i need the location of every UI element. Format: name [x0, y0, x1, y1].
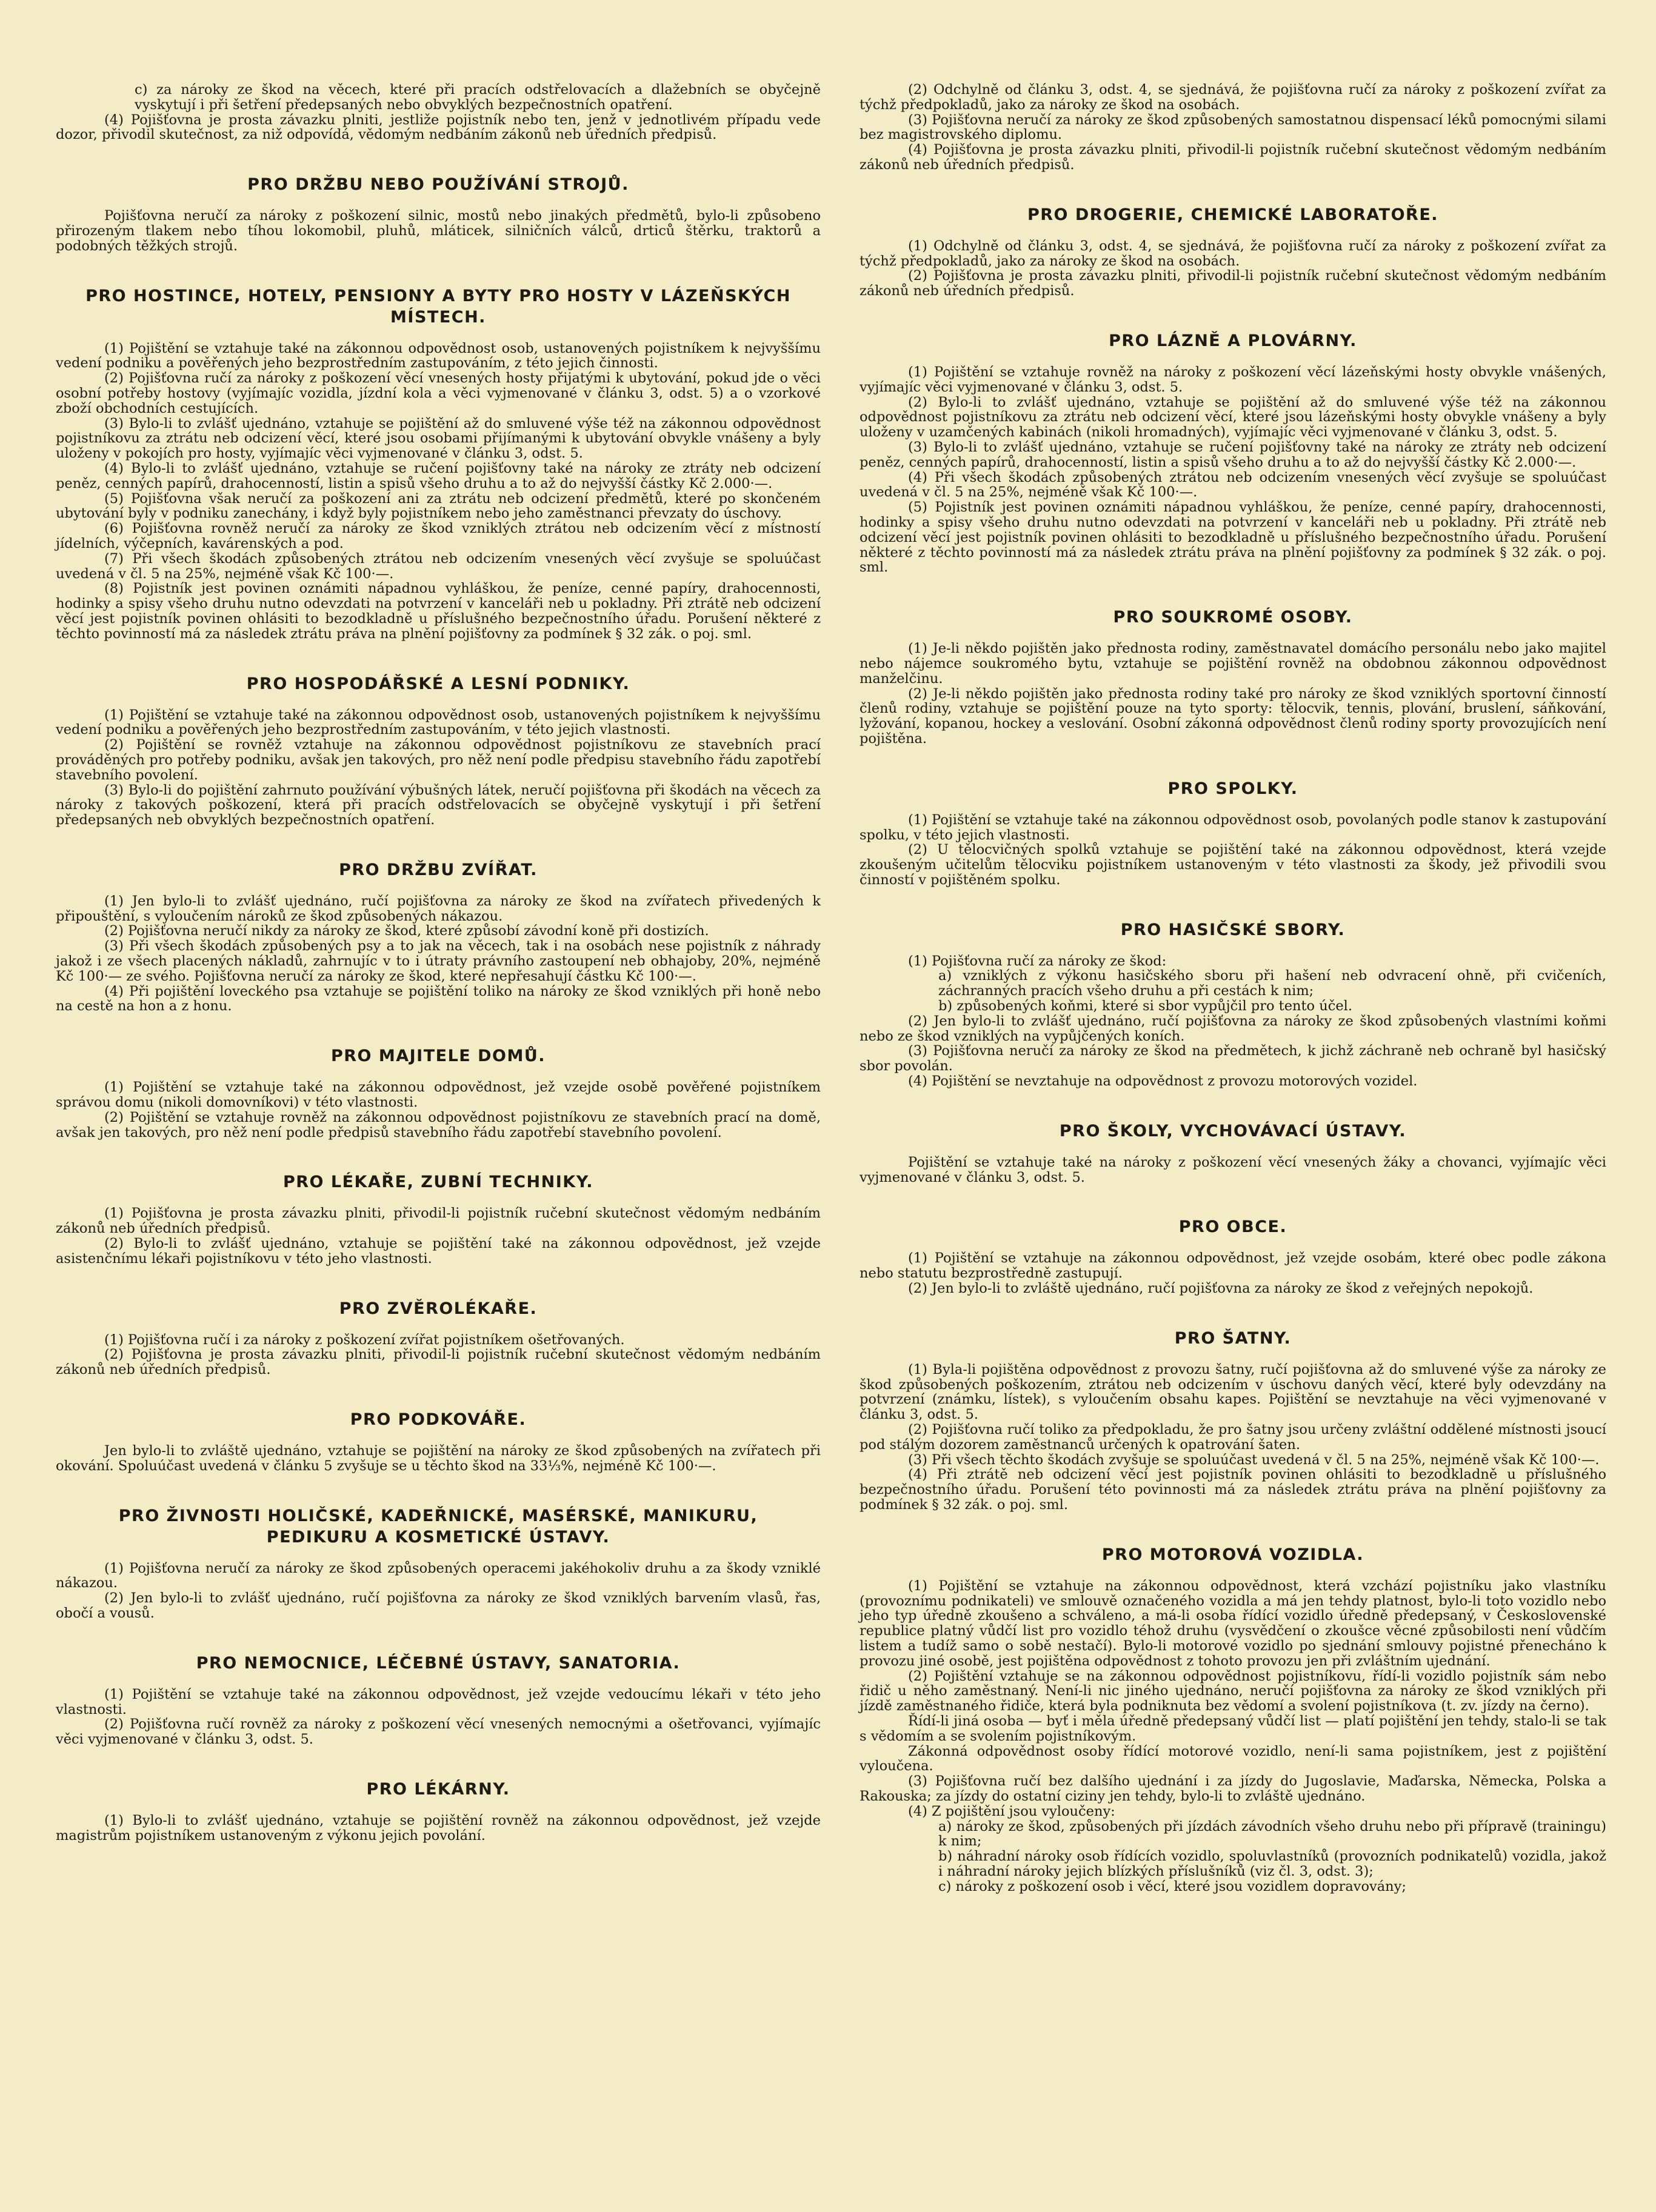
section-pro-skoly-vychovavaci-ustavy	[860, 1121, 1606, 1185]
paragraph: (2) Odchylně od článku 3, odst. 4, se sjednává, že pojišťovna ručí za nároky z poškození zvířat za týchž předpokladů, jako za nároky ze škod na osobách.	[860, 82, 1606, 113]
paragraph: a) nároky ze škod, způsobených při jízdách závodních všeho druhu nebo při přípravě (trainingu) k nim;	[938, 1818, 1606, 1850]
paragraph: Jen bylo-li to zvláště ujednáno, vztahuje se pojištění na nároky ze škod způsobených na zvířatech při okování. Spoluúčast uvedená v článku 5 zvyšuje se u těchto škod na 33⅓%, nejméně Kč 100·—.	[56, 1443, 821, 1474]
section-heading: PRO MAJITELE DOMŮ.	[330, 1047, 546, 1066]
paragraph: (6) Pojišťovna rovněž neručí za nároky ze škod vzniklých ztrátou neb odcizením věcí z místností jídelních, výčepních, kavárenských a pod.	[56, 521, 821, 551]
paragraph: (2) U tělocvičných spolků vztahuje se pojištění také na zákonnou odpovědnost, která vzejde zkoušeným učitelům tělocviku pojistníkem ustanoveným v této vlastnosti za škody, jež přivodili svou činností v pojištěném spolku.	[860, 842, 1606, 888]
section-heading: PRO LÉKÁRNY.	[366, 1780, 510, 1799]
paragraph: (4) Pojišťovna je prosta závazku plniti, jestliže pojistník nebo ten, jenž v jednotlivém případu vede dozor, přivodil skutečnost, za niž odpovídá, vědomým nedbáním zákonů neb úředních předpisů.	[56, 112, 821, 143]
paragraph: (1) Jen bylo-li to zvlášť ujednáno, ručí pojišťovna za nároky ze škod na zvířatech přivedených k připouštění, s vyloučením nároků ze škod způsobených nákazou.	[56, 893, 821, 924]
paragraph: Řídí-li jiná osoba — byť i měla úředně předepsaný vůdčí list — platí pojištění jen tehdy, stalo-li se tak s vědomím a se svolením pojistníkovým.	[860, 1713, 1606, 1744]
paragraph: (2) Jen bylo-li to zvláště ujednáno, ručí pojišťovna za nároky ze škod z veřejných nepokojů.	[908, 1281, 1534, 1297]
section-pro-nemocnice-lecebne-ustavy-sanatoria	[56, 1653, 821, 1747]
paragraph: (2) Bylo-li to zvlášť ujednáno, vztahuje se pojištění také na zákonnou odpovědnost, jež vzejde asistenčnímu lékaři pojistníkovu v této jeho vlastnosti.	[56, 1236, 821, 1267]
paragraph: (3) Bylo-li do pojištění zahrnuto používání výbušných látek, neručí pojišťovna při škodách na věcech za nároky z takových poškození, která při pracích odstřelovacích se obyčejně vyskytují i při šetření předepsaných neb obvyklých bezpečnostních opatření.	[56, 782, 821, 828]
paragraph: (2) Jen bylo-li to zvlášť ujednáno, ručí pojišťovna za nároky ze škod vzniklých barvením vlasů, řas, obočí a vousů.	[56, 1590, 821, 1622]
section-pro-satny	[860, 1328, 1606, 1513]
paragraph: (1) Pojištění se vztahuje také na zákonnou odpovědnost osob, ustanovených pojistníkem k nejvyššímu vedení podniku a pověřených jeho bezprostředním zastupováním, v této jejich vlastnosti.	[56, 707, 821, 738]
section-pro-lekare-zubni-techniky	[56, 1171, 821, 1266]
section-heading: PRO MOTOROVÁ VOZIDLA.	[1101, 1545, 1364, 1564]
paragraph: (2) Jen bylo-li to zvlášť ujednáno, ručí pojišťovna za nároky ze škod způsobených vlastními koňmi nebo ze škod vzniklých na vypůjčených koních.	[860, 1013, 1606, 1044]
section-heading: PRO SPOLKY.	[1167, 779, 1298, 798]
paragraph: (3) Bylo-li to zvlášť ujednáno, vztahuje se ručení pojišťovny také na nároky ze ztráty neb odcizení peněz, cenných papírů, drahocenností, listin a spisů všeho druhu a to až do nejvyšší částky Kč 2.000·—.	[860, 439, 1606, 470]
section-pro-lekarny	[56, 1779, 821, 1844]
section-heading: PRO ŠKOLY, VYCHOVÁVACÍ ÚSTAVY.	[1059, 1121, 1407, 1141]
right-column	[860, 82, 1606, 1894]
paragraph: (1) Pojištění se vztahuje na zákonnou odpovědnost, jež vzejde osobám, které obec podle zákona nebo statutu bezprostředně zastupují.	[860, 1250, 1606, 1282]
paragraph: (4) Z pojištění jsou vyloučeny:	[908, 1803, 1115, 1819]
paragraph: (1) Bylo-li to zvlášť ujednáno, vztahuje se pojištění rovněž na zákonnou odpovědnost, jež vzejde magistrům pojistníkem ustanoveným z výkonu jejich povolání.	[56, 1813, 821, 1844]
section-heading: PRO ZVĚROLÉKAŘE.	[339, 1299, 538, 1318]
section-heading: PRO SOUKROMÉ OSOBY.	[1113, 608, 1353, 627]
paragraph: (2) Pojišťovna ručí rovněž za nároky z poškození věcí vnesených nemocnými a ošetřovanci, vyjímajíc věci vyjmenované v článku 3, odst. 5.	[56, 1716, 821, 1748]
section-pro-hostince-hotely-pensiony-a-byty-pro-	[56, 285, 821, 642]
section-heading: PRO HOSTINCE, HOTELY, PENSIONY A BYTY PRO HOSTY V LÁZEŇSKÝCH MÍSTECH.	[85, 286, 791, 327]
section-heading: PRO HOSPODÁŘSKÉ A LESNÍ PODNIKY.	[246, 674, 630, 693]
section-pro-drzbu-nebo-pouzivani-stroju	[56, 174, 821, 253]
paragraph: a) vzniklých z výkonu hasičského sboru při hašení neb odvracení ohně, při cvičeních, záchranných pracích všeho druhu a při cestách k nim;	[938, 968, 1606, 999]
paragraph: (2) Bylo-li to zvlášť ujednáno, vztahuje se pojištění až do smluvené výše též na zákonnou odpovědnost pojistníkovu za ztrátu neb odcizení věcí, které jsou lázeňskými hosty obvykle vnášeny a byly uloženy v uzamčených kabinách (nikoli hromadných), vyjímajíc věci vyjmenované v článku 3, odst. 5.	[860, 394, 1606, 441]
paragraph: (1) Pojišťovna je prosta závazku plniti, přivodil-li pojistník ručební skutečnost vědomým nedbáním zákonů neb úředních předpisů.	[56, 1205, 821, 1237]
paragraph: (2) Pojištění vztahuje se na zákonnou odpovědnost pojistníkovu, řídí-li vozidlo pojistník sám nebo řidič u něho zaměstnaný. Není-li nic jiného ujednáno, neručí pojišťovna za nároky ze škod vzniklých při jízdě zaměstnaného řidiče, která byla podniknuta bez vědomí a svolení pojistníkova (t. zv. jízdy na černo).	[860, 1668, 1606, 1714]
paragraph: (3) Pojišťovna neručí za nároky ze škod na předmětech, k jichž záchraně neb ochraně byl hasičský sbor povolán.	[860, 1043, 1606, 1074]
left-column	[56, 82, 821, 1844]
section-pro-drogerie-chemicke-laboratore	[860, 204, 1606, 299]
section-heading: PRO PODKOVÁŘE.	[350, 1410, 527, 1430]
paragraph: (1) Je-li někdo pojištěn jako přednosta rodiny, zaměstnavatel domácího personálu nebo jako majitel nebo nájemce soukromého bytu, vztahuje se pojištění rovněž na obdobnou zákonnou odpovědnost manželčinu.	[860, 641, 1606, 687]
paragraph: (2) Pojišťovna ručí za nároky z poškození věcí vnesených hosty přijatými k ubytování, pokud jde o věci osobní potřeby hostovy (vyjímajíc vozidla, jízdní kola a věci vyjmenované v článku 3, odst. 5) a o vzorkové zboží obchodních cestujících.	[56, 370, 821, 416]
paragraph: (4) Bylo-li to zvlášť ujednáno, vztahuje se ručení pojišťovny také na nároky ze ztráty neb odcizení peněz, cenných papírů, drahocenností, listin a spisů všeho druhu a to až do nejvyšší částky Kč 2.000·—.	[56, 460, 821, 491]
section-pro-motorova-vozidla	[860, 1544, 1606, 1894]
section-pro-zivnosti-holicske-kadernicke-masersk	[56, 1505, 821, 1621]
paragraph: (2) Pojišťovna je prosta závazku plniti, přivodil-li pojistník ručební skutečnost vědomým nedbáním zákonů neb úředních předpisů.	[56, 1347, 821, 1378]
paragraph: (1) Byla-li pojištěna odpovědnost z provozu šatny, ručí pojišťovna až do smluvené výše za nároky ze škod způsobených poškozením, ztrátou neb odcizením v úschovu daných věcí, které byly odevzdány na potvrzení (známku, lístek), s vyloučením obsahu kapes. Pojištění se nevztahuje na věci vyjmenované v článku 3, odst. 5.	[860, 1361, 1606, 1423]
section-heading: PRO LÁZNĚ A PLOVÁRNY.	[1109, 331, 1357, 350]
paragraph: (4) Při všech škodách způsobených ztrátou neb odcizením vnesených věcí zvyšuje se spoluúčast uvedená v čl. 5 na 25%, nejméně však Kč 100·—.	[860, 469, 1606, 501]
section-heading: PRO DRŽBU ZVÍŘAT.	[339, 860, 538, 879]
paragraph: (1) Pojištění se vztahuje rovněž na nároky z poškození věcí lázeňskými hosty obvykle vnášených, vyjímajíc věci vyjmenované v článku 3, odst. 5.	[860, 364, 1606, 395]
paragraph: (2) Pojišťovna je prosta závazku plniti, přivodil-li pojistník ručební skutečnost vědomým nedbáním zákonů neb úředních předpisů.	[860, 268, 1606, 299]
paragraph: (2) Pojišťovna neručí nikdy za nároky ze škod, které způsobí závodní koně při dostizích.	[104, 923, 709, 939]
section-heading: PRO ŠATNY.	[1174, 1328, 1292, 1348]
paragraph: (3) Při všech škodách způsobených psy a to jak na věcech, tak i na osobách nese pojistník z náhrady jakož i ze všech placených nákladů, zahrnujíc v to i útraty právního zastoupení neb obhajoby, 20%, nejméně Kč 100·— ze svého. Pojišťovna neručí za nároky ze škod, které nepřesahují částku Kč 100·—.	[56, 938, 821, 984]
section-pro-majitele-domu	[56, 1045, 821, 1140]
paragraph: (3) Pojišťovna ručí bez dalšího ujednání i za jízdy do Jugoslavie, Maďarska, Německa, Polska a Rakouska; za jízdy do ostatní ciziny jen tehdy, bylo-li to zvláště ujednáno.	[860, 1773, 1606, 1804]
paragraph: (1) Pojišťovna ručí i za nároky z poškození zvířat pojistníkem ošetřovaných.	[104, 1331, 625, 1348]
paragraph: Pojišťovna neručí za nároky z poškození silnic, mostů nebo jinakých předmětů, bylo-li způsobeno přirozeným tlakem nebo tíhou lokomobil, pluhů, mláticek, silničních válců, drticů štěrku, traktorů a podobných těžkých strojů.	[56, 208, 821, 254]
paragraph: (4) Při pojištění loveckého psa vztahuje se pojištění toliko na nároky ze škod vzniklých při honě nebo na cestě na hon a z honu.	[56, 983, 821, 1014]
paragraph: (2) Pojištění se vztahuje rovněž na zákonnou odpovědnost pojistníkovu ze stavebních prací na domě, avšak jen takových, pro něž není podle předpisů stavebního řádu zapotřebí stavebního povolení.	[56, 1109, 821, 1141]
section-pro-spolky	[860, 778, 1606, 888]
section-pro-obce	[860, 1216, 1606, 1296]
paragraph: c) za nároky ze škod na věcech, které při pracích odstřelovacích a dlažebních se obyčejně vyskytují i při šetření předepsaných nebo obvyklých bezpečnostních opatření.	[135, 82, 821, 113]
section-pro-hospodarske-a-lesni-podniky	[56, 673, 821, 828]
paragraph: (3) Při všech těchto škodách zvyšuje se spoluúčast uvedená v čl. 5 na 25%, nejméně však Kč 100·—.	[908, 1451, 1600, 1468]
paragraph: (1) Odchylně od článku 3, odst. 4, se sjednává, že pojišťovna ručí za nároky z poškození zvířat za týchž předpokladů, jako za nároky ze škod na osobách.	[860, 238, 1606, 269]
paragraph: b) náhradní nároky osob řídících vozidlo, spoluvlastníků (provozních podnikatelů) vozidla, jakož i náhradní nároky jejich blízkých příslušníků (viz čl. 3, odst. 3);	[938, 1848, 1606, 1879]
section-heading: PRO DROGERIE, CHEMICKÉ LABORATOŘE.	[1027, 205, 1439, 224]
paragraph: (1) Pojištění se vztahuje také na zákonnou odpovědnost, jež vzejde osobě pověřené pojistníkem správou domu (nikoli domovníkovi) v této vlastnosti.	[56, 1079, 821, 1111]
paragraph: (1) Pojištění se vztahuje také na zákonnou odpovědnost osob, ustanovených pojistníkem k nejvyššímu vedení podniku a pověřených jeho bezprostředním zastupováním, z této jejich činnosti.	[56, 340, 821, 371]
paragraph: (1) Pojišťovna neručí za nároky ze škod způsobených operacemi jakéhokoliv druhu a za škody vzniklé nákazou.	[56, 1560, 821, 1591]
paragraph: (3) Pojišťovna neručí za nároky ze škod způsobených samostatnou dispensací léků pomocnými silami bez magistrovského diplomu.	[860, 112, 1606, 143]
section-heading: PRO LÉKAŘE, ZUBNÍ TECHNIKY.	[282, 1173, 594, 1192]
paragraph: (5) Pojistník jest povinen oznámiti nápadnou vyhláškou, že peníze, cenné papíry, drahocennosti, hodinky a spisy všeho druhu nutno odevzdati na potvrzení v kanceláři neb u pokladny. Při ztrátě neb odcizení věcí jest pojistník povinen ohlásiti to bezodkladně u příslušného bezpečnostního úřadu. Porušení některé z těchto povinností má za následek ztrátu práva na plnění pojišťovny za podmínek § 32 zák. o poj. sml.	[860, 499, 1606, 576]
section-pro-lazne-a-plovarny	[860, 330, 1606, 575]
section-heading: PRO NEMOCNICE, LÉČEBNÉ ÚSTAVY, SANATORIA.	[196, 1653, 681, 1673]
paragraph: (4) Pojištění se nevztahuje na odpovědnost z provozu motorových vozidel.	[908, 1073, 1418, 1090]
paragraph: (2) Pojišťovna ručí toliko za předpokladu, že pro šatny jsou určeny zvláštní oddělené místnosti jsoucí pod stálým dozorem zaměstnanců určených k opatrování šaten.	[860, 1422, 1606, 1453]
paragraph: Zákonná odpovědnost osoby řídící motorové vozidlo, není-li sama pojistníkem, jest z pojištění vyloučena.	[860, 1743, 1606, 1774]
section-pro-podkovare	[56, 1409, 821, 1474]
paragraph: (7) Při všech škodách způsobených ztrátou neb odcizením vnesených věcí zvyšuje se spoluúčast uvedená v čl. 5 na 25%, nejméně však Kč 100·—.	[56, 550, 821, 582]
paragraph: b) způsobených koňmi, které si sbor vypůjčil pro tento účel.	[938, 998, 1352, 1014]
paragraph: (4) Při ztrátě neb odcizení věcí jest pojistník povinen ohlásiti to bezodkladně u příslušného bezpečnostního úřadu. Porušení této povinnosti má za následek ztrátu práva na plnění pojišťovny za podmínek § 32 zák. o poj. sml.	[860, 1467, 1606, 1513]
paragraph: (2) Je-li někdo pojištěn jako přednosta rodiny také pro nároky ze škod vzniklých sportovní činností členů rodiny, vztahuje se pojištění pouze na tyto sporty: tělocvik, tennis, plování, bruslení, sáňkování, lyžování, kopanou, hockey a veslování. Osobní zákonná odpovědnost členů rodiny sporty provozujících není pojištěna.	[860, 685, 1606, 747]
section-heading: PRO OBCE.	[1178, 1218, 1287, 1237]
paragraph: (2) Pojištění se rovněž vztahuje na zákonnou odpovědnost pojistníkovu ze stavebních prací prováděných pro potřeby podniku, avšak jen takových, pro něž není podle předpisu stavebního řádu zapotřebí stavebního povolení.	[56, 737, 821, 783]
paragraph: c) nároky z poškození osob i věcí, které jsou vozidlem dopravovány;	[938, 1878, 1406, 1894]
section-pro-drzbu-zvirat	[56, 859, 821, 1014]
section-heading: PRO HASIČSKÉ SBORY.	[1120, 920, 1346, 939]
section-pro-soukrome-osoby	[860, 607, 1606, 747]
paragraph: (3) Bylo-li to zvlášť ujednáno, vztahuje se pojištění až do smluvené výše též na zákonnou odpovědnost pojistníkovu za ztrátu neb odcizení věcí, které jsou osobami přijímanými k ubytování obvykle vnášeny a byly uloženy v pokojích pro hosty, vyjímajíc věci vyjmenované v článku 3, odst. 5.	[56, 415, 821, 462]
section-pro-hasicske-sbory	[860, 919, 1606, 1089]
paragraph: Pojištění se vztahuje také na nároky z poškození věcí vnesených žáky a chovanci, vyjímajíc věci vyjmenované v článku 3, odst. 5.	[860, 1154, 1606, 1185]
section-heading: PRO ŽIVNOSTI HOLIČSKÉ, KADEŘNICKÉ, MASÉRSKÉ, MANIKURU, PEDIKURU A KOSMETICKÉ ÚSTAVY.	[118, 1506, 758, 1547]
paragraph: (5) Pojišťovna však neručí za poškození ani za ztrátu neb odcizení předmětů, které po skončeném ubytování byly v podniku zanechány, i když byly pojistníkem nebo jeho zaměstnanci převzaty do úschovy.	[56, 490, 821, 522]
section-pro-zverolekare	[56, 1298, 821, 1378]
section-continuation	[860, 82, 1606, 173]
section-heading: PRO DRŽBU NEBO POUŽÍVÁNÍ STROJŮ.	[247, 175, 629, 195]
section-continuation	[56, 82, 821, 142]
paragraph: (1) Pojišťovna ručí za nároky ze škod:	[908, 953, 1167, 969]
paragraph: (8) Pojistník jest povinen oznámiti nápadnou vyhláškou, že peníze, cenné papíry, drahocennosti, hodinky a spisy všeho druhu nutno odevzdati na potvrzení v kanceláři neb u pokladny. Při ztrátě neb odcizení věcí jest pojistník povinen ohlásiti to bezodkladně u příslušného bezpečnostního úřadu. Porušení některé z těchto povinností má za následek ztrátu práva na plnění pojišťovny za podmínek § 32 zák. o poj. sml.	[56, 581, 821, 642]
paragraph: (1) Pojištění se vztahuje na zákonnou odpovědnost, která vzchází pojistníku jako vlastníku (provoznímu podnikateli) ve smlouvě označeného vozidla a má jen tehdy platnost, bylo-li toto vozidlo nebo jeho typ úředně zkoušeno a schváleno, a má-li osoba řídící vozidlo úředně předepsaný, v Československé republice platný vůdčí list pro vozidlo téhož druhu (vysvědčení o zkoušce věcné způsobilosti není vůdčím listem a tudíž samo o sobě nestačí). Bylo-li motorové vozidlo po sjednání smlouvy pojistné přenecháno k provozu jiné osobě, jest pojištěna odpovědnost z tohoto provozu jen při zvláštním ujednání.	[860, 1577, 1606, 1669]
paragraph: (1) Pojištění se vztahuje také na zákonnou odpovědnost osob, povolaných podle stanov k zastupování spolku, v této jejich vlastnosti.	[860, 811, 1606, 843]
paragraph: (4) Pojišťovna je prosta závazku plniti, přivodil-li pojistník ručební skutečnost vědomým nedbáním zákonů neb úředních předpisů.	[860, 142, 1606, 173]
paragraph: (1) Pojištění se vztahuje také na zákonnou odpovědnost, jež vzejde vedoucímu lékaři v této jeho vlastnosti.	[56, 1686, 821, 1717]
